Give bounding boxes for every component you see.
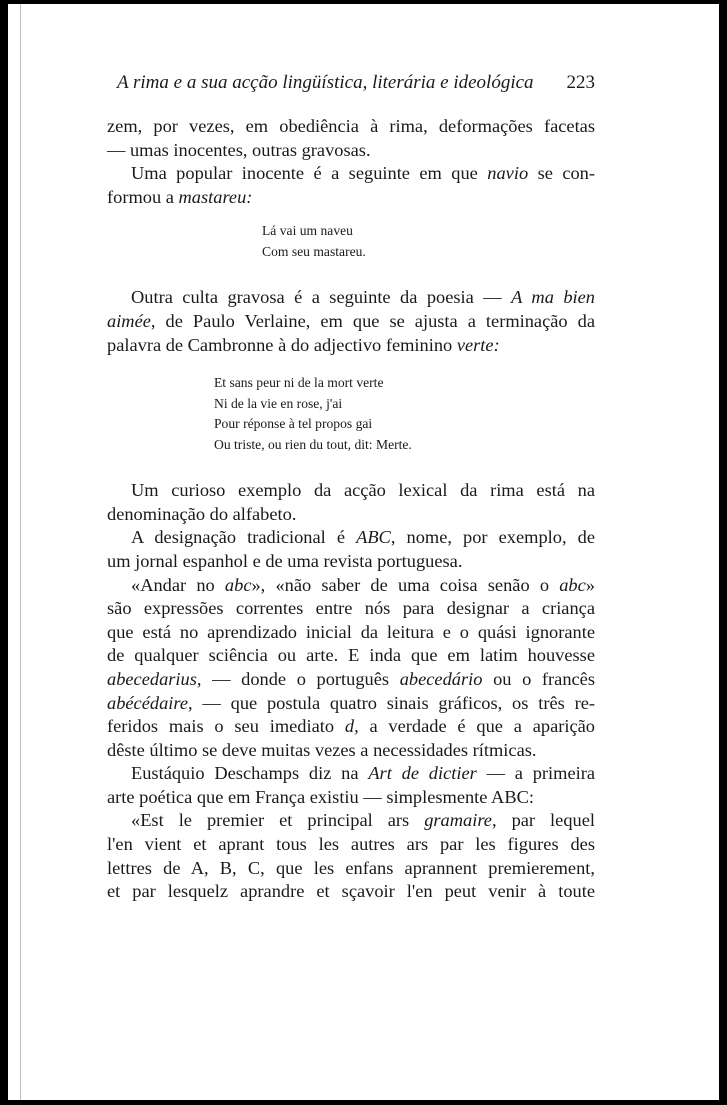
- verse-line: Lá vai um naveu: [262, 223, 353, 239]
- text-line: dêste último se deve muitas vezes a necessidades rítmicas.: [107, 739, 537, 760]
- text-line: «Est le premier et principal ars gramaire, par lequel: [131, 810, 595, 831]
- paragraph-2: [107, 162, 595, 209]
- paragraph-6: [107, 574, 595, 763]
- text-line: zem, por vezes, em obediência à rima, deformações facetas: [107, 116, 595, 136]
- paragraph-1: [107, 115, 595, 162]
- paragraph-7: [107, 762, 595, 809]
- text-line: l'en vient et aprant tous les autres ars par les figures des: [107, 834, 595, 855]
- page-edge-line: [20, 4, 21, 1100]
- text-line: — umas inocentes, outras gravosas.: [107, 139, 371, 160]
- text-line: aimée, de Paulo Verlaine, em que se ajusta a terminação da: [107, 310, 595, 331]
- verse-line: Et sans peur ni de la mort verte: [214, 375, 384, 391]
- page-body: [107, 115, 595, 904]
- paragraph-4: [107, 479, 595, 526]
- text-line: Uma popular inocente é a seguinte em que navio se con-: [131, 163, 595, 184]
- text-line: lettres de A, B, C, que les enfans aprannent premierement,: [107, 857, 595, 878]
- text-line: palavra de Cambronne à do adjectivo feminino verte:: [107, 334, 500, 355]
- text-line: de qualquer sciência ou arte. E inda que em latim houvesse: [107, 645, 595, 666]
- text-line: Eustáquio Deschamps diz na Art de dictier — a primeira: [131, 763, 595, 784]
- page-number: 223: [566, 72, 595, 93]
- running-header: [117, 72, 595, 94]
- text-line: abecedarius, — donde o português abecedário ou o francês: [107, 668, 595, 689]
- text-line: abécédaire, — que postula quatro sinais gráficos, os três re-: [107, 692, 595, 713]
- verse-line: Com seu mastareu.: [262, 243, 366, 259]
- verse-quote-1: [262, 221, 595, 262]
- text-line: et par lesquelz aprandre et sçavoir l'en peut venir à toute: [107, 881, 595, 902]
- text-line: feridos mais o seu imediato d, a verdade é que a aparição: [107, 716, 595, 737]
- book-page: [8, 4, 719, 1100]
- text-line: Outra culta gravosa é a seguinte da poesia — A ma bien: [131, 287, 595, 308]
- paragraph-5: [107, 526, 595, 573]
- verse-line: Ni de la vie en rose, j'ai: [214, 395, 343, 411]
- text-line: formou a mastareu:: [107, 186, 253, 207]
- paragraph-3: [107, 286, 595, 357]
- verse-line: Pour réponse à tel propos gai: [214, 416, 373, 432]
- text-line: denominação do alfabeto.: [107, 503, 297, 524]
- text-line: A designação tradicional é ABC, nome, por exemplo, de: [131, 527, 595, 548]
- text-line: são expressões correntes entre nós para designar a criança: [107, 598, 595, 619]
- verse-quote-2: [214, 373, 595, 455]
- paragraph-8: [107, 809, 595, 903]
- text-line: que está no aprendizado inicial da leitura e o quási ignorante: [107, 621, 595, 642]
- text-line: arte poética que em França existiu — simplesmente ABC:: [107, 786, 534, 807]
- text-line: «Andar no abc», «não saber de uma coisa senão o abc»: [131, 574, 595, 595]
- running-title: A rima e a sua acção lingüística, literária e ideológica: [117, 72, 534, 93]
- text-line: Um curioso exemplo da acção lexical da rima está na: [131, 480, 595, 501]
- text-line: um jornal espanhol e de uma revista portuguesa.: [107, 550, 463, 571]
- verse-line: Ou triste, ou rien du tout, dit: Merte.: [214, 436, 412, 452]
